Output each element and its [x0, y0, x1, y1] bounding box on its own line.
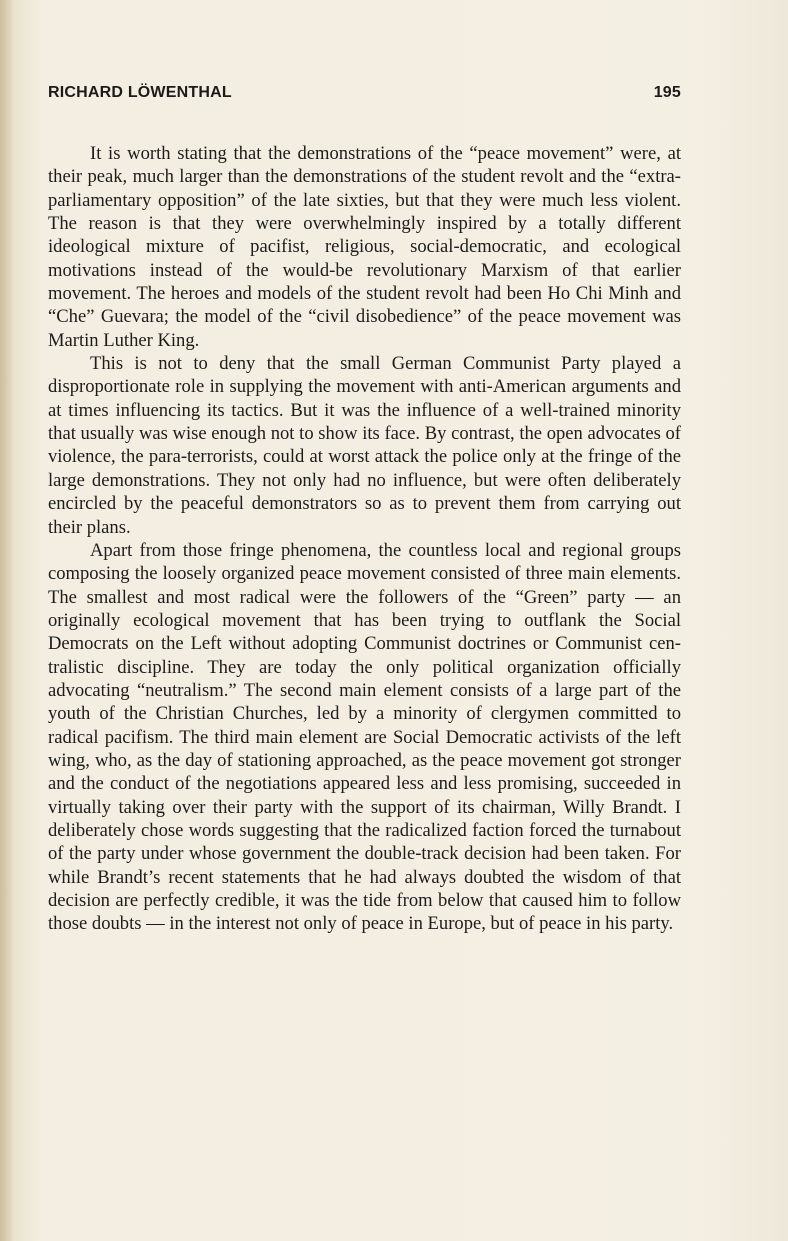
running-head [48, 84, 681, 108]
paragraph: Apart from those fringe phenomena, the countless local and regional groups composing the loosely organized peace movement consisted of three main elements. The smallest and most radical were the followers of the “Green” party — an originally ecological movement that has been trying to outflank the Social Democrats on the Left without adopting Communist doctrines or Communist centralistic discipline. They are today the only political organization officially advocating “neutralism.” The second main element consists of a large part of the youth of the Christian Churches, led by a minority of clergymen committed to radical pacifism. The third main element are Social Democratic activists of the left wing, who, as the day of stationing approached, as the peace movement got stronger and the conduct of the negotiations appeared less and less promising, succeeded in virtually taking over their party with the support of its chairman, Willy Brandt. I deliberately chose words suggesting that the radicalized faction forced the turnabout of the party under whose government the double-track decision had been taken. For while Brandt’s recent statements that he had always doubted the wisdom of that decision are perfectly credible, it was the tide from below that caused him to follow those doubts — in the interest not only of peace in Europe, but of peace in his party. [48, 539, 681, 935]
paragraph: This is not to deny that the small German Communist Party played a disproportionate role in supplying the movement with anti-American arguments and at times influencing its tactics. But it was the influence of a well-trained minority that usually was wise enough not to show its face. By contrast, the open advocates of violence, the para-terrorists, could at worst attack the police only at the fringe of the large demonstrations. They not only had no influence, but were often deliberately encircled by the peaceful demonstrators so as to prevent them from carrying out their plans. [48, 353, 681, 538]
paragraph: It is worth stating that the demonstrations of the “peace movement” were, at their peak, much larger than the demonstrations of the student revolt and the “extra-parliamentary opposition” of the late sixties, but that they were much less violent. The reason is that they were overwhelmingly inspired by a totally different ideological mixture of pacifist, religious, social-democratic, and ecological motivations instead of the would-be revolutionary Marxism of that earlier movement. The heroes and models of the student revolt had been Ho Chi Minh and “Che” Guevara; the model of the “civil disobedience” of the peace movement was Martin Luther King. [48, 143, 681, 351]
gutter-shadow [0, 0, 14, 1241]
body-text [48, 142, 681, 936]
running-head-author: RICHARD LÖWENTHAL [48, 84, 232, 101]
page-number: 195 [653, 84, 681, 101]
